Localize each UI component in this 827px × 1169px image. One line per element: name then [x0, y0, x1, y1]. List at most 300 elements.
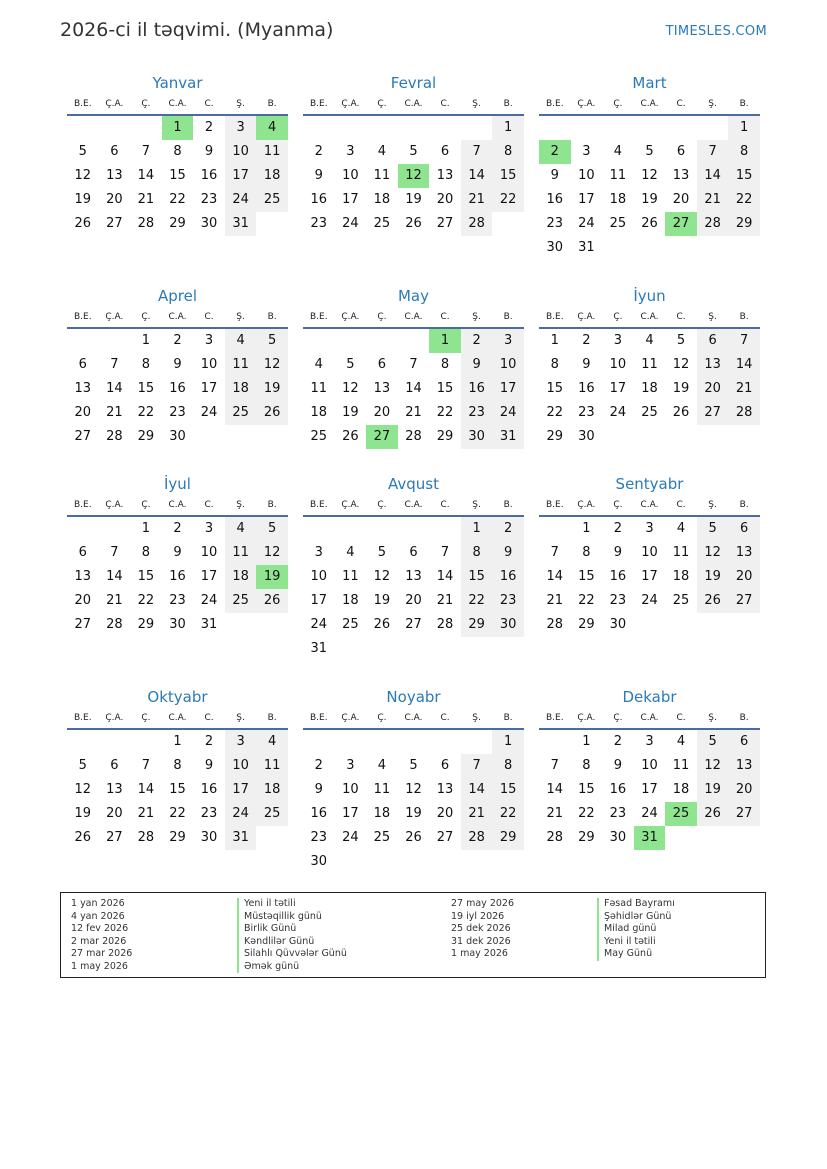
empty-cell	[665, 425, 697, 449]
weekday-label: Ç.	[613, 99, 623, 109]
day-cell: 14	[461, 778, 493, 802]
day-cell: 5	[78, 144, 87, 159]
legend-entry: May Günü	[597, 948, 675, 961]
day-cell: 6	[377, 357, 387, 372]
empty-cell	[461, 116, 493, 140]
day-cell: 19	[74, 192, 92, 207]
weekday-label: Ş.	[472, 713, 481, 723]
weekday-header	[539, 307, 760, 329]
day-cell: 29	[169, 216, 186, 231]
day-cell: 3	[225, 730, 257, 754]
day-cell: 9	[550, 168, 559, 183]
empty-cell	[99, 116, 131, 140]
day-cell: 1	[550, 333, 559, 348]
month-name: Noyabr	[386, 688, 441, 706]
day-cell: 25	[256, 188, 288, 212]
day-cell: 9	[204, 758, 214, 773]
weekday-label: C.	[676, 99, 686, 109]
day-cell: 23	[609, 806, 627, 821]
empty-cell	[366, 517, 398, 541]
empty-cell	[335, 116, 367, 140]
day-cell: 13	[106, 782, 123, 797]
day-cell: 14	[546, 569, 564, 584]
day-cell: 30	[492, 613, 524, 637]
day-cell: 17	[225, 164, 257, 188]
legend-entry: 27 may 2026	[451, 898, 515, 909]
legend-entry: 12 fev 2026	[71, 923, 129, 934]
legend-entry: 27 mar 2026	[71, 948, 133, 959]
weekday-header	[67, 94, 288, 116]
day-cell: 6	[440, 144, 450, 159]
day-cell: 24	[200, 405, 218, 420]
weekday-label: B.	[739, 99, 749, 109]
day-cell: 11	[342, 569, 359, 584]
day-cell: 22	[492, 188, 524, 212]
day-cell: 18	[373, 192, 391, 207]
weekday-label: Ç.	[377, 500, 387, 510]
empty-cell	[461, 850, 493, 874]
day-cell: 14	[728, 353, 760, 377]
day-cell: 11	[672, 758, 690, 773]
legend-names-col2	[597, 898, 675, 961]
day-cell: 5	[256, 517, 288, 541]
weekday-label: Ç.A.	[577, 713, 596, 723]
day-cell: 10	[200, 545, 218, 560]
day-cell: 11	[310, 381, 328, 396]
month-7	[303, 472, 524, 661]
empty-cell	[492, 212, 524, 236]
day-cell: 24	[200, 593, 218, 608]
empty-cell	[99, 730, 131, 754]
weekday-label: C.A.	[404, 99, 423, 109]
day-cell: 15	[169, 782, 186, 797]
weekday-label: Ş.	[708, 99, 717, 109]
empty-cell	[256, 425, 288, 449]
day-cell: 6	[78, 545, 87, 560]
day-cell: 22	[436, 405, 454, 420]
day-cell: 17	[492, 377, 524, 401]
weekday-label: C.A.	[168, 500, 187, 510]
day-cell: 21	[137, 192, 155, 207]
day-cell: 5	[697, 730, 729, 754]
weekday-label: B.	[267, 713, 277, 723]
day-cell: 8	[582, 545, 591, 560]
day-cell: 13	[728, 541, 760, 565]
day-cell: 21	[461, 802, 493, 826]
day-cell: 17	[225, 778, 257, 802]
day-cell: 11	[225, 353, 257, 377]
month-name: Mart	[632, 74, 667, 92]
day-cell: 30	[169, 429, 186, 444]
day-cell: 13	[373, 381, 391, 396]
day-cell: 2	[613, 521, 623, 536]
day-cell: 20	[373, 405, 391, 420]
weekday-label: Ç.A.	[105, 99, 124, 109]
empty-cell	[665, 236, 697, 260]
weekday-label: Ş.	[708, 500, 717, 510]
day-cell: 19	[256, 377, 288, 401]
day-cell: 20	[672, 192, 690, 207]
day-cell: 6	[676, 144, 686, 159]
day-cell: 15	[578, 569, 595, 584]
day-cell: 28	[461, 826, 493, 850]
day-cell: 21	[137, 806, 155, 821]
empty-cell	[665, 613, 697, 637]
day-cell: 27	[436, 830, 454, 845]
day-cell: 5	[346, 357, 355, 372]
day-cell: 23	[310, 216, 328, 231]
day-cell: 14	[405, 381, 422, 396]
day-cell: 2	[613, 734, 623, 749]
day-cell: 27	[74, 429, 92, 444]
day-cell: 18	[256, 164, 288, 188]
day-cell: 19	[672, 381, 690, 396]
day-cell: 24	[310, 617, 328, 632]
day-cell: 27	[74, 617, 92, 632]
day-cell: 28	[137, 216, 155, 231]
day-cell: 13	[436, 782, 454, 797]
day-cell: 14	[546, 782, 564, 797]
day-cell: 21	[106, 405, 123, 420]
legend-entry: Müstəqillik günü	[237, 911, 347, 924]
day-cell: 21	[436, 593, 454, 608]
day-cell: 12	[697, 754, 729, 778]
day-cell: 26	[405, 830, 422, 845]
empty-cell	[665, 826, 697, 850]
empty-cell	[697, 826, 729, 850]
weekday-label: B.E.	[545, 713, 564, 723]
day-cell: 8	[173, 758, 182, 773]
day-cell: 15	[728, 164, 760, 188]
day-cell: 5	[676, 333, 686, 348]
day-cell: 1	[461, 517, 493, 541]
weekday-label: C.	[440, 312, 450, 322]
day-cell: 29	[728, 212, 760, 236]
day-cell: 8	[582, 758, 591, 773]
day-cell: 1	[582, 734, 591, 749]
day-cell: 3	[645, 521, 654, 536]
day-cell: 18	[672, 782, 690, 797]
weekday-label: Ç.	[141, 99, 151, 109]
weekday-label: C.	[676, 500, 686, 510]
day-cell: 18	[225, 565, 257, 589]
weekday-label: B.E.	[309, 99, 328, 109]
day-cell: 31	[492, 425, 524, 449]
weekday-label: C.	[204, 500, 214, 510]
day-cell: 7	[461, 140, 493, 164]
legend-entry: 4 yan 2026	[71, 910, 125, 922]
empty-cell	[335, 329, 367, 353]
holiday-legend	[60, 892, 766, 978]
empty-cell	[366, 329, 398, 353]
day-cell: 20	[106, 806, 123, 821]
day-cell: 20	[436, 192, 454, 207]
day-cell: 16	[461, 377, 493, 401]
day-cell: 17	[578, 192, 595, 207]
day-cell: 30	[310, 854, 328, 869]
empty-cell	[492, 637, 524, 661]
month-name: Avqust	[388, 475, 439, 493]
weekday-header	[67, 708, 288, 730]
empty-cell	[67, 730, 99, 754]
empty-cell	[398, 730, 430, 754]
day-cell: 21	[728, 377, 760, 401]
weekday-label: Ş.	[236, 713, 245, 723]
day-cell: 1	[582, 521, 591, 536]
day-grid	[303, 730, 524, 874]
day-cell: 2	[539, 140, 571, 164]
day-cell: 9	[173, 545, 182, 560]
empty-cell	[429, 517, 461, 541]
day-cell: 27	[436, 216, 454, 231]
weekday-label: C.	[440, 500, 450, 510]
day-cell: 3	[314, 545, 323, 560]
day-cell: 15	[546, 381, 564, 396]
weekday-label: Ç.A.	[341, 500, 360, 510]
day-cell: 11	[225, 541, 257, 565]
day-cell: 7	[141, 758, 151, 773]
empty-cell	[571, 116, 603, 140]
day-cell: 15	[492, 164, 524, 188]
day-cell: 10	[310, 569, 328, 584]
day-cell: 24	[342, 216, 359, 231]
empty-cell	[728, 613, 760, 637]
day-cell: 12	[256, 353, 288, 377]
day-grid	[539, 730, 760, 850]
day-cell: 25	[373, 216, 391, 231]
day-cell: 9	[314, 782, 323, 797]
day-cell: 12	[373, 569, 391, 584]
weekday-label: Ç.	[613, 312, 623, 322]
empty-cell	[130, 730, 162, 754]
day-cell: 13	[106, 168, 123, 183]
weekday-label: B.	[267, 500, 277, 510]
day-cell: 27	[728, 589, 760, 613]
day-cell: 10	[492, 353, 524, 377]
weekday-label: C.	[676, 312, 686, 322]
day-cell: 31	[200, 617, 218, 632]
day-cell: 8	[440, 357, 450, 372]
day-cell: 16	[200, 168, 218, 183]
weekday-header	[303, 495, 524, 517]
day-cell: 18	[609, 192, 627, 207]
weekday-label: B.E.	[73, 312, 92, 322]
weekday-header	[67, 307, 288, 329]
day-cell: 11	[373, 168, 391, 183]
day-grid	[67, 517, 288, 637]
weekday-label: C.	[440, 99, 450, 109]
weekday-label: Ş.	[236, 500, 245, 510]
legend-entry: Əmək günü	[237, 961, 347, 974]
day-cell: 9	[461, 353, 493, 377]
day-cell: 1	[173, 734, 182, 749]
month-name: İyun	[633, 287, 666, 305]
empty-cell	[256, 826, 288, 850]
day-cell: 19	[405, 192, 422, 207]
day-cell: 23	[609, 593, 627, 608]
empty-cell	[366, 730, 398, 754]
weekday-label: C.A.	[640, 99, 659, 109]
day-cell: 24	[609, 405, 627, 420]
day-grid	[539, 329, 760, 449]
weekday-header	[539, 94, 760, 116]
day-cell: 21	[461, 188, 493, 212]
day-cell: 14	[461, 164, 493, 188]
day-cell: 16	[578, 381, 595, 396]
weekday-label: Ş.	[472, 99, 481, 109]
day-cell: 5	[256, 329, 288, 353]
day-cell: 31	[225, 826, 257, 850]
weekday-label: C.A.	[640, 713, 659, 723]
weekday-label: Ç.A.	[105, 713, 124, 723]
weekday-label: B.	[739, 312, 749, 322]
day-cell: 5	[697, 517, 729, 541]
day-cell: 9	[314, 168, 323, 183]
empty-cell	[539, 730, 571, 754]
day-cell: 26	[256, 589, 288, 613]
day-cell: 24	[641, 593, 658, 608]
day-cell: 3	[225, 116, 257, 140]
day-cell: 23	[310, 830, 328, 845]
weekday-label: Ç.A.	[341, 312, 360, 322]
weekday-label: C.	[204, 713, 214, 723]
weekday-label: Ç.A.	[341, 99, 360, 109]
day-cell: 1	[162, 116, 194, 140]
day-grid	[539, 517, 760, 637]
page-title: 2026-ci il təqvimi. (Myanma)	[60, 19, 334, 41]
day-cell: 5	[377, 545, 387, 560]
day-cell: 3	[346, 144, 355, 159]
empty-cell	[366, 637, 398, 661]
day-cell: 17	[609, 381, 627, 396]
legend-entry: 2 mar 2026	[71, 935, 127, 947]
day-cell: 6	[409, 545, 418, 560]
weekday-label: Ş.	[472, 500, 481, 510]
weekday-label: Ş.	[708, 713, 717, 723]
weekday-label: B.E.	[73, 99, 92, 109]
empty-cell	[99, 329, 131, 353]
day-cell: 30	[200, 216, 218, 231]
day-cell: 28	[436, 617, 454, 632]
weekday-header	[67, 495, 288, 517]
legend-entry: Yeni il tətili	[237, 898, 347, 911]
day-cell: 2	[314, 144, 323, 159]
empty-cell	[335, 637, 367, 661]
day-cell: 2	[204, 734, 214, 749]
empty-cell	[398, 637, 430, 661]
empty-cell	[634, 613, 666, 637]
day-cell: 10	[342, 168, 359, 183]
day-cell: 8	[550, 357, 559, 372]
day-cell: 29	[578, 617, 595, 632]
legend-entry: Yeni il tətili	[597, 936, 675, 949]
day-cell: 12	[697, 541, 729, 565]
day-cell: 24	[225, 188, 257, 212]
weekday-label: C.A.	[168, 312, 187, 322]
day-cell: 19	[697, 565, 729, 589]
legend-entry: 19 iyl 2026	[451, 910, 505, 922]
empty-cell	[303, 517, 335, 541]
day-grid	[539, 116, 760, 260]
day-cell: 13	[405, 569, 422, 584]
day-cell: 19	[74, 806, 92, 821]
day-cell: 1	[492, 116, 524, 140]
month-4	[303, 284, 524, 449]
day-cell: 15	[137, 569, 155, 584]
day-cell: 28	[546, 830, 564, 845]
day-cell: 29	[436, 429, 454, 444]
empty-cell	[256, 212, 288, 236]
empty-cell	[602, 425, 634, 449]
empty-cell	[697, 425, 729, 449]
day-cell: 22	[169, 806, 186, 821]
empty-cell	[398, 329, 430, 353]
day-cell: 5	[78, 758, 87, 773]
empty-cell	[99, 517, 131, 541]
day-cell: 12	[256, 541, 288, 565]
weekday-label: C.	[440, 713, 450, 723]
day-cell: 7	[409, 357, 418, 372]
day-grid	[67, 730, 288, 850]
day-cell: 8	[461, 541, 493, 565]
day-cell: 26	[373, 617, 391, 632]
day-cell: 28	[728, 401, 760, 425]
day-cell: 3	[204, 333, 214, 348]
day-cell: 2	[492, 517, 524, 541]
day-cell: 25	[342, 617, 359, 632]
day-cell: 28	[405, 429, 422, 444]
empty-cell	[461, 637, 493, 661]
day-cell: 4	[225, 329, 257, 353]
day-cell: 12	[641, 168, 658, 183]
weekday-label: Ç.A.	[577, 500, 596, 510]
weekday-label: C.	[204, 99, 214, 109]
weekday-header	[303, 708, 524, 730]
day-cell: 25	[609, 216, 627, 231]
day-cell: 12	[342, 381, 359, 396]
day-cell: 10	[342, 782, 359, 797]
weekday-label: B.	[739, 500, 749, 510]
day-cell: 18	[641, 381, 658, 396]
day-cell: 22	[578, 806, 595, 821]
empty-cell	[335, 730, 367, 754]
empty-cell	[398, 517, 430, 541]
day-cell: 16	[492, 565, 524, 589]
day-cell: 22	[169, 192, 186, 207]
day-cell: 6	[78, 357, 87, 372]
legend-entry: Fəsad Bayramı	[597, 898, 675, 911]
weekday-label: B.E.	[309, 312, 328, 322]
day-cell: 22	[137, 593, 155, 608]
month-3	[67, 284, 288, 449]
weekday-label: B.	[267, 312, 277, 322]
weekday-label: B.	[739, 713, 749, 723]
day-cell: 2	[173, 333, 182, 348]
day-cell: 9	[613, 758, 623, 773]
day-grid	[303, 116, 524, 236]
day-cell: 18	[672, 569, 690, 584]
day-cell: 27	[697, 401, 729, 425]
day-cell: 16	[310, 806, 328, 821]
day-cell: 25	[225, 401, 257, 425]
day-cell: 21	[697, 188, 729, 212]
day-cell: 18	[373, 806, 391, 821]
day-cell: 11	[256, 754, 288, 778]
site-link[interactable]: TIMESLES.COM	[665, 24, 767, 39]
weekday-label: C.A.	[168, 99, 187, 109]
day-cell: 3	[204, 521, 214, 536]
empty-cell	[193, 425, 225, 449]
